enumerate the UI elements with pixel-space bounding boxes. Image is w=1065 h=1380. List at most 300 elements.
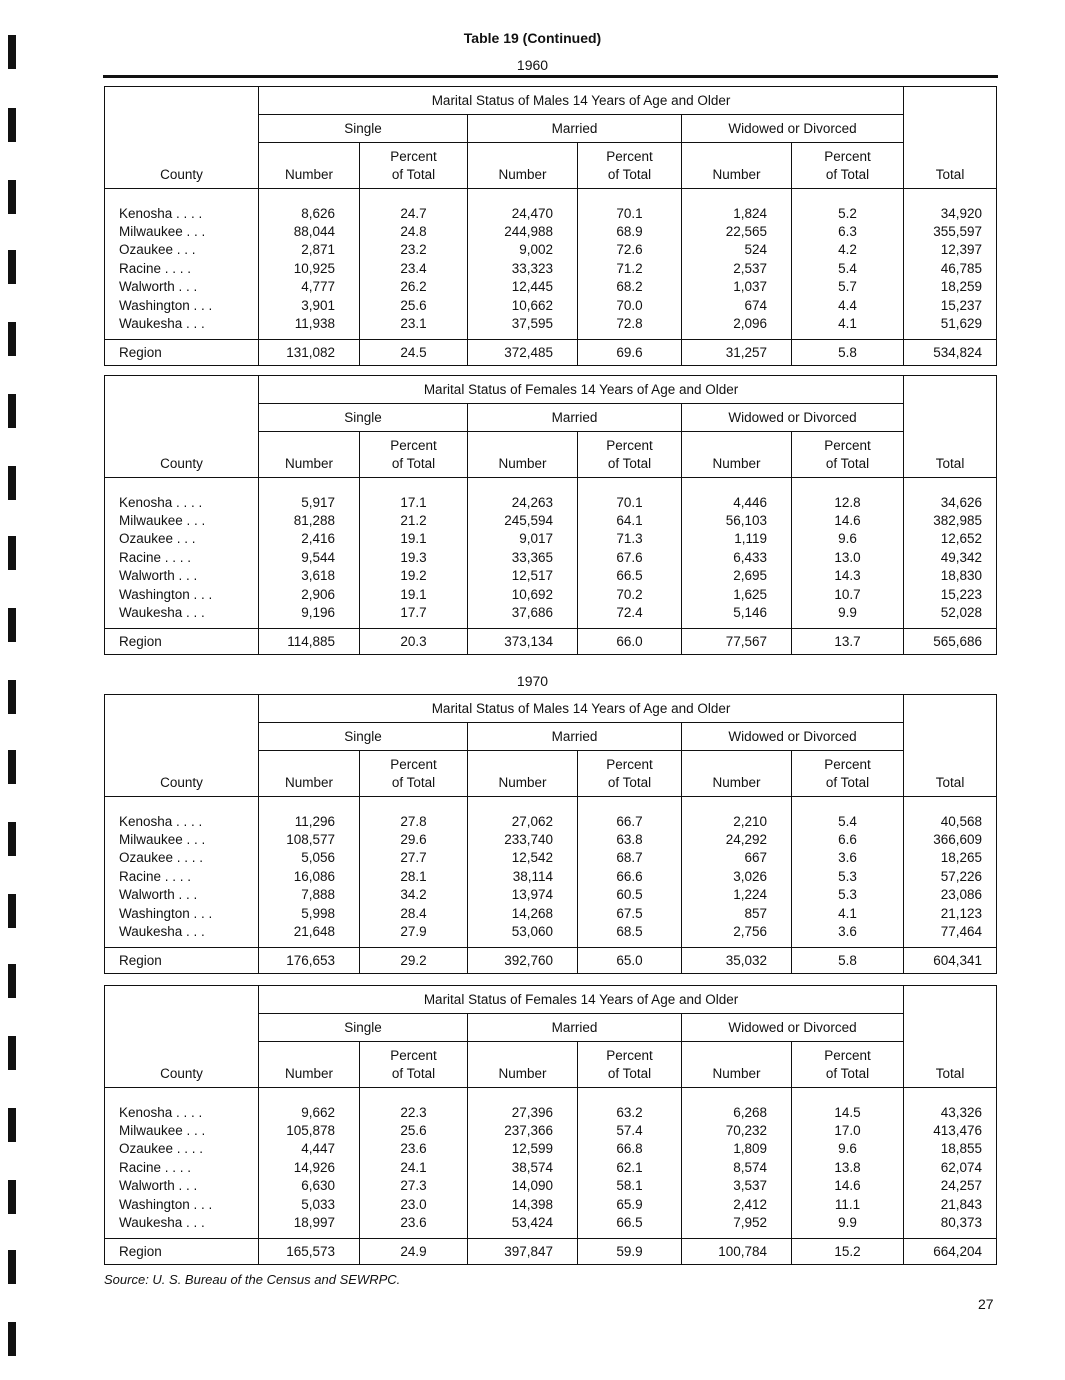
single-percent-header [360, 143, 468, 189]
single-number-cell: 114,885 [259, 628, 360, 654]
single-percent-cell: 25.6 [360, 296, 468, 314]
married-percent-cell: 68.7 [578, 849, 682, 867]
single-percent-cell: 26.2 [360, 278, 468, 296]
county-cell: Region [105, 1238, 259, 1264]
table-row [105, 1177, 997, 1195]
county-cell: Kenosha . . . . [119, 205, 203, 221]
binder-mark [8, 250, 16, 284]
widowed-number-cell: 667 [682, 849, 792, 867]
county-cell: Walworth . . . [119, 1178, 198, 1194]
single-percent-cell: 29.2 [360, 947, 468, 973]
widowed-number-cell: 100,784 [682, 1238, 792, 1264]
widowed-number-cell: 3,537 [682, 1177, 792, 1195]
widowed-number-cell: 1,809 [682, 1140, 792, 1158]
table-row [105, 512, 997, 530]
widowed-percent-cell: 11.1 [792, 1195, 904, 1213]
married-number-cell: 27,396 [468, 1104, 578, 1122]
single-number-cell: 2,416 [259, 530, 360, 548]
single-number-cell: 9,196 [259, 604, 360, 622]
county-cell: Ozaukee . . . . [119, 850, 204, 866]
widowed-number-cell: 2,096 [682, 315, 792, 333]
widowed-percent-cell: 5.3 [792, 868, 904, 886]
page-title: Table 19 (Continued) [463, 30, 602, 46]
marital-status-table [104, 694, 997, 974]
binder-mark [8, 608, 16, 642]
married-percent-header [578, 751, 682, 797]
table-row [105, 315, 997, 333]
single-number-cell: 176,653 [259, 947, 360, 973]
table-row [105, 260, 997, 278]
single-number-cell: 7,888 [259, 886, 360, 904]
single-percent-cell: 23.6 [360, 1140, 468, 1158]
single-percent-cell: 24.5 [360, 339, 468, 365]
widowed-number-cell: 56,103 [682, 512, 792, 530]
table-row [105, 886, 997, 904]
total-cell: 46,785 [904, 260, 997, 278]
widowed-number-header: Number [682, 143, 792, 189]
single-percent-cell: 27.7 [360, 849, 468, 867]
percent-label: Percent [824, 438, 871, 453]
married-number-cell: 53,424 [468, 1214, 578, 1232]
single-number-cell: 21,648 [259, 923, 360, 941]
widowed-percent-cell: 5.3 [792, 886, 904, 904]
widowed-percent-cell: 3.6 [792, 849, 904, 867]
table-row [105, 868, 997, 886]
widowed-number-cell: 1,119 [682, 530, 792, 548]
married-percent-cell: 66.0 [578, 628, 682, 654]
binder-mark [8, 1180, 16, 1214]
widowed-percent-cell: 6.6 [792, 831, 904, 849]
widowed-percent-cell: 5.8 [792, 947, 904, 973]
married-percent-cell: 72.4 [578, 604, 682, 622]
married-percent-cell: 66.8 [578, 1140, 682, 1158]
married-number-header: Number [468, 432, 578, 478]
married-number-cell: 24,470 [468, 205, 578, 223]
single-percent-cell: 19.2 [360, 567, 468, 585]
county-cell: Kenosha . . . . [119, 813, 203, 829]
married-number-cell: 27,062 [468, 813, 578, 831]
single-number-cell: 11,938 [259, 315, 360, 333]
single-number-cell: 4,777 [259, 278, 360, 296]
single-number-cell: 4,447 [259, 1140, 360, 1158]
widowed-number-cell: 857 [682, 904, 792, 922]
single-number-cell: 108,577 [259, 831, 360, 849]
county-header: County [105, 986, 259, 1088]
widowed-number-cell: 2,210 [682, 813, 792, 831]
single-percent-cell: 20.3 [360, 628, 468, 654]
single-number-cell: 5,917 [259, 494, 360, 512]
widowed-percent-cell: 17.0 [792, 1122, 904, 1140]
table-row [105, 549, 997, 567]
total-cell: 80,373 [904, 1214, 997, 1232]
single-percent-cell: 27.3 [360, 1177, 468, 1195]
single-number-cell: 5,056 [259, 849, 360, 867]
married-number-cell: 38,574 [468, 1159, 578, 1177]
table-row [105, 567, 997, 585]
widowed-percent-cell: 10.7 [792, 585, 904, 603]
county-cell: Ozaukee . . . . [119, 1141, 204, 1157]
total-cell: 77,464 [904, 923, 997, 941]
single-number-cell: 5,033 [259, 1195, 360, 1213]
total-cell: 15,237 [904, 296, 997, 314]
single-percent-cell: 23.2 [360, 241, 468, 259]
county-cell: Ozaukee . . . [119, 242, 196, 258]
married-percent-cell: 60.5 [578, 886, 682, 904]
of-total-label: of Total [391, 456, 436, 471]
county-cell: Kenosha . . . . [119, 1104, 203, 1120]
county-cell: Walworth . . . [119, 887, 198, 903]
of-total-label: of Total [391, 167, 436, 182]
county-cell: Milwaukee . . . [119, 832, 206, 848]
single-number-cell: 8,626 [259, 205, 360, 223]
county-cell: Region [105, 628, 259, 654]
table-title: Marital Status of Males 14 Years of Age and Older [259, 87, 904, 115]
married-percent-cell: 72.8 [578, 315, 682, 333]
widowed-divorced-header: Widowed or Divorced [682, 723, 904, 751]
married-percent-cell: 70.1 [578, 205, 682, 223]
widowed-percent-cell: 13.8 [792, 1159, 904, 1177]
married-number-header: Number [468, 1042, 578, 1088]
year-label-1970: 1970 [516, 673, 549, 689]
married-percent-cell: 57.4 [578, 1122, 682, 1140]
widowed-number-cell: 1,824 [682, 205, 792, 223]
widowed-percent-cell: 5.7 [792, 278, 904, 296]
widowed-number-cell: 3,026 [682, 868, 792, 886]
widowed-percent-cell: 15.2 [792, 1238, 904, 1264]
single-number-cell: 10,925 [259, 260, 360, 278]
married-number-cell: 33,323 [468, 260, 578, 278]
single-number-cell: 88,044 [259, 223, 360, 241]
percent-label: Percent [606, 757, 653, 772]
binder-mark [8, 750, 16, 784]
widowed-number-header: Number [682, 432, 792, 478]
married-number-cell: 14,090 [468, 1177, 578, 1195]
widowed-number-cell: 674 [682, 296, 792, 314]
county-cell: Walworth . . . [119, 279, 198, 295]
widowed-percent-cell: 4.1 [792, 315, 904, 333]
binder-mark [8, 894, 16, 928]
widowed-number-cell: 1,224 [682, 886, 792, 904]
table-row [105, 223, 997, 241]
table-row [105, 923, 997, 941]
married-number-cell: 397,847 [468, 1238, 578, 1264]
total-cell: 52,028 [904, 604, 997, 622]
married-percent-cell: 66.5 [578, 1214, 682, 1232]
married-number-cell: 9,002 [468, 241, 578, 259]
married-number-cell: 14,268 [468, 904, 578, 922]
married-number-cell: 233,740 [468, 831, 578, 849]
widowed-percent-cell: 13.0 [792, 549, 904, 567]
county-cell: Milwaukee . . . [119, 513, 206, 529]
county-cell: Waukesha . . . [119, 924, 205, 940]
county-cell: Racine . . . . [119, 868, 192, 884]
single-percent-cell: 21.2 [360, 512, 468, 530]
widowed-percent-header [792, 751, 904, 797]
widowed-number-cell: 2,537 [682, 260, 792, 278]
married-number-cell: 12,599 [468, 1140, 578, 1158]
married-header: Married [468, 723, 682, 751]
married-number-cell: 237,366 [468, 1122, 578, 1140]
percent-label: Percent [390, 149, 437, 164]
percent-label: Percent [390, 438, 437, 453]
table-row [105, 1104, 997, 1122]
widowed-percent-cell: 4.2 [792, 241, 904, 259]
single-percent-cell: 19.1 [360, 530, 468, 548]
table-title: Marital Status of Males 14 Years of Age and Older [259, 695, 904, 723]
table-row [105, 831, 997, 849]
county-header: County [105, 87, 259, 189]
widowed-percent-cell: 5.4 [792, 813, 904, 831]
married-percent-cell: 68.2 [578, 278, 682, 296]
single-percent-header [360, 751, 468, 797]
married-percent-cell: 62.1 [578, 1159, 682, 1177]
county-cell: Waukesha . . . [119, 1215, 205, 1231]
table-row [105, 278, 997, 296]
total-cell: 565,686 [904, 628, 997, 654]
married-percent-cell: 65.9 [578, 1195, 682, 1213]
single-percent-cell: 28.4 [360, 904, 468, 922]
table-row [105, 849, 997, 867]
percent-label: Percent [824, 1048, 871, 1063]
table-row [105, 1214, 997, 1232]
total-cell: 34,920 [904, 205, 997, 223]
county-cell: Region [105, 947, 259, 973]
married-number-cell: 37,595 [468, 315, 578, 333]
total-cell: 366,609 [904, 831, 997, 849]
single-percent-cell: 29.6 [360, 831, 468, 849]
county-cell: Walworth . . . [119, 568, 198, 584]
of-total-label: of Total [825, 167, 870, 182]
table-row [105, 604, 997, 622]
total-cell: 43,326 [904, 1104, 997, 1122]
total-cell: 382,985 [904, 512, 997, 530]
county-cell: Waukesha . . . [119, 316, 205, 332]
percent-label: Percent [606, 149, 653, 164]
widowed-number-cell: 24,292 [682, 831, 792, 849]
married-number-cell: 372,485 [468, 339, 578, 365]
married-header: Married [468, 115, 682, 143]
percent-label: Percent [390, 1048, 437, 1063]
total-cell: 355,597 [904, 223, 997, 241]
of-total-label: of Total [607, 1066, 652, 1081]
single-number-cell: 3,618 [259, 567, 360, 585]
total-cell: 413,476 [904, 1122, 997, 1140]
total-cell: 15,223 [904, 585, 997, 603]
widowed-number-cell: 8,574 [682, 1159, 792, 1177]
single-number-cell: 6,630 [259, 1177, 360, 1195]
of-total-label: of Total [825, 1066, 870, 1081]
binder-mark [8, 1036, 16, 1070]
widowed-percent-header [792, 432, 904, 478]
single-number-cell: 5,998 [259, 904, 360, 922]
total-cell: 534,824 [904, 339, 997, 365]
married-percent-cell: 70.2 [578, 585, 682, 603]
single-number-cell: 2,871 [259, 241, 360, 259]
binder-mark [8, 822, 16, 856]
married-percent-cell: 71.3 [578, 530, 682, 548]
married-number-cell: 14,398 [468, 1195, 578, 1213]
table-row [105, 585, 997, 603]
single-number-cell: 14,926 [259, 1159, 360, 1177]
total-header: Total [904, 376, 997, 478]
total-cell: 40,568 [904, 813, 997, 831]
widowed-divorced-header: Widowed or Divorced [682, 404, 904, 432]
year-label-1960: 1960 [516, 57, 549, 73]
single-number-cell: 131,082 [259, 339, 360, 365]
widowed-number-cell: 31,257 [682, 339, 792, 365]
single-number-header: Number [259, 143, 360, 189]
married-number-cell: 12,542 [468, 849, 578, 867]
widowed-divorced-header: Widowed or Divorced [682, 115, 904, 143]
table-title: Marital Status of Females 14 Years of Age and Older [259, 986, 904, 1014]
widowed-percent-cell: 5.8 [792, 339, 904, 365]
total-cell: 18,259 [904, 278, 997, 296]
married-percent-header [578, 1042, 682, 1088]
widowed-percent-cell: 14.3 [792, 567, 904, 585]
single-header: Single [259, 404, 468, 432]
widowed-number-cell: 70,232 [682, 1122, 792, 1140]
single-percent-cell: 23.6 [360, 1214, 468, 1232]
married-percent-cell: 59.9 [578, 1238, 682, 1264]
married-percent-cell: 69.6 [578, 339, 682, 365]
table-row [105, 1122, 997, 1140]
binder-mark [8, 964, 16, 998]
binder-mark [8, 536, 16, 570]
marital-status-table [104, 985, 997, 1265]
region-total-row [105, 339, 997, 365]
of-total-label: of Total [825, 456, 870, 471]
single-number-cell: 3,901 [259, 296, 360, 314]
married-number-cell: 373,134 [468, 628, 578, 654]
county-cell: Racine . . . . [119, 260, 192, 276]
of-total-label: of Total [391, 1066, 436, 1081]
county-cell: Washington . . . [119, 297, 213, 313]
table-row [105, 1195, 997, 1213]
table-row [105, 813, 997, 831]
married-number-cell: 392,760 [468, 947, 578, 973]
widowed-number-cell: 524 [682, 241, 792, 259]
married-header: Married [468, 1014, 682, 1042]
total-header: Total [904, 695, 997, 797]
widowed-percent-header [792, 143, 904, 189]
married-percent-cell: 70.0 [578, 296, 682, 314]
married-number-header: Number [468, 751, 578, 797]
percent-label: Percent [606, 438, 653, 453]
married-percent-cell: 66.6 [578, 868, 682, 886]
county-cell: Kenosha . . . . [119, 494, 203, 510]
county-cell: Region [105, 339, 259, 365]
total-cell: 664,204 [904, 1238, 997, 1264]
single-percent-cell: 34.2 [360, 886, 468, 904]
of-total-label: of Total [607, 775, 652, 790]
total-cell: 12,652 [904, 530, 997, 548]
married-percent-cell: 71.2 [578, 260, 682, 278]
single-number-header: Number [259, 751, 360, 797]
widowed-number-cell: 77,567 [682, 628, 792, 654]
county-cell: Waukesha . . . [119, 605, 205, 621]
of-total-label: of Total [825, 775, 870, 790]
table-row [105, 241, 997, 259]
county-cell: Washington . . . [119, 1196, 213, 1212]
married-number-cell: 12,445 [468, 278, 578, 296]
region-total-row [105, 1238, 997, 1264]
table-row [105, 205, 997, 223]
region-total-row [105, 628, 997, 654]
widowed-percent-cell: 5.2 [792, 205, 904, 223]
table-row [105, 1159, 997, 1177]
binder-mark [8, 394, 16, 428]
binder-mark [8, 322, 16, 356]
widowed-percent-cell: 4.4 [792, 296, 904, 314]
married-number-cell: 244,988 [468, 223, 578, 241]
widowed-percent-cell: 9.9 [792, 1214, 904, 1232]
county-cell: Racine . . . . [119, 1159, 192, 1175]
single-percent-cell: 17.7 [360, 604, 468, 622]
married-number-cell: 37,686 [468, 604, 578, 622]
married-percent-cell: 70.1 [578, 494, 682, 512]
total-cell: 23,086 [904, 886, 997, 904]
single-number-header: Number [259, 432, 360, 478]
married-percent-cell: 68.9 [578, 223, 682, 241]
binder-mark [8, 1250, 16, 1284]
widowed-percent-header [792, 1042, 904, 1088]
total-header: Total [904, 87, 997, 189]
table-row [105, 530, 997, 548]
table-row [105, 494, 997, 512]
widowed-percent-cell: 13.7 [792, 628, 904, 654]
single-number-cell: 105,878 [259, 1122, 360, 1140]
single-percent-cell: 24.9 [360, 1238, 468, 1264]
county-cell: Washington . . . [119, 905, 213, 921]
widowed-number-cell: 7,952 [682, 1214, 792, 1232]
widowed-percent-cell: 6.3 [792, 223, 904, 241]
widowed-number-cell: 4,446 [682, 494, 792, 512]
widowed-number-cell: 1,037 [682, 278, 792, 296]
married-header: Married [468, 404, 682, 432]
county-header: County [105, 376, 259, 478]
binder-mark [8, 466, 16, 500]
widowed-percent-cell: 9.6 [792, 530, 904, 548]
total-cell: 62,074 [904, 1159, 997, 1177]
total-cell: 34,626 [904, 494, 997, 512]
married-number-header: Number [468, 143, 578, 189]
widowed-number-cell: 1,625 [682, 585, 792, 603]
married-percent-cell: 63.8 [578, 831, 682, 849]
widowed-percent-cell: 3.6 [792, 923, 904, 941]
total-cell: 49,342 [904, 549, 997, 567]
single-number-cell: 11,296 [259, 813, 360, 831]
total-cell: 604,341 [904, 947, 997, 973]
married-number-cell: 245,594 [468, 512, 578, 530]
married-percent-cell: 67.6 [578, 549, 682, 567]
single-percent-cell: 23.1 [360, 315, 468, 333]
widowed-number-cell: 6,433 [682, 549, 792, 567]
binder-mark [8, 180, 16, 214]
county-header: County [105, 695, 259, 797]
single-percent-cell: 19.1 [360, 585, 468, 603]
total-cell: 57,226 [904, 868, 997, 886]
single-percent-cell: 27.9 [360, 923, 468, 941]
married-number-cell: 10,662 [468, 296, 578, 314]
widowed-number-cell: 2,756 [682, 923, 792, 941]
widowed-number-cell: 35,032 [682, 947, 792, 973]
binder-mark [8, 1322, 16, 1356]
married-number-cell: 33,365 [468, 549, 578, 567]
widowed-percent-cell: 9.6 [792, 1140, 904, 1158]
total-cell: 12,397 [904, 241, 997, 259]
widowed-divorced-header: Widowed or Divorced [682, 1014, 904, 1042]
widowed-percent-cell: 4.1 [792, 904, 904, 922]
